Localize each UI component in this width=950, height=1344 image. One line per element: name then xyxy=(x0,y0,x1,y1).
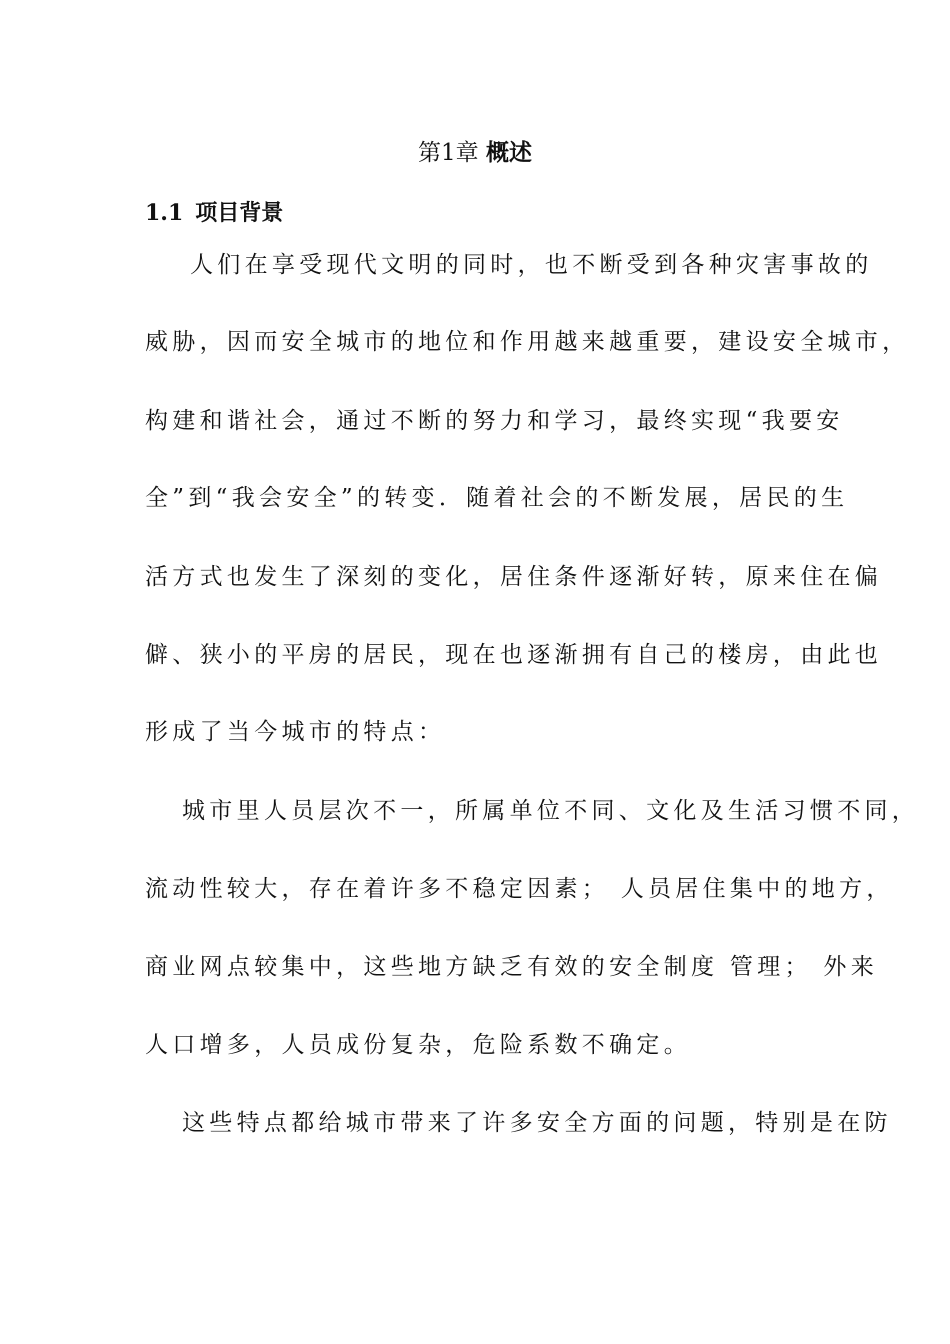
paragraph-line: 威胁，因而安全城市的地位和作用越来越重要，建设安全城市， xyxy=(145,329,910,355)
paragraph-line: 流动性较大，存在着许多不稳定因素； 人员居住集中的地方， xyxy=(145,876,894,902)
paragraph-line: 形成了当今城市的特点： xyxy=(145,719,446,745)
paragraph-line: 全”到“我会安全”的转变．随着社会的不断发展，居民的生 xyxy=(145,485,849,511)
paragraph-line: 僻、狭小的平房的居民，现在也逐渐拥有自己的楼房，由此也 xyxy=(145,642,883,668)
paragraph-line: 城市里人员层次不一，所属单位不同、文化及生活习惯不同， xyxy=(182,798,920,824)
section-heading xyxy=(145,198,283,228)
chapter-title xyxy=(0,138,950,168)
paragraph-line: 商业网点较集中，这些地方缺乏有效的安全制度 管理； 外来 xyxy=(145,954,879,980)
paragraph-line: 这些特点都给城市带来了许多安全方面的问题，特别是在防 xyxy=(182,1110,892,1136)
section-number: 1.1 xyxy=(145,200,184,226)
paragraph-line: 人们在享受现代文明的同时，也不断受到各种灾害事故的 xyxy=(190,252,873,278)
chapter-number: 第1章 xyxy=(418,140,479,166)
paragraph-line: 人口增多，人员成份复杂，危险系数不确定。 xyxy=(145,1032,691,1058)
section-title: 项目背景 xyxy=(195,200,284,226)
paragraph-line: 活方式也发生了深刻的变化，居住条件逐渐好转，原来住在偏 xyxy=(145,564,883,590)
paragraph-line: 构建和谐社会，通过不断的努力和学习，最终实现“我要安 xyxy=(145,408,844,434)
chapter-name: 概述 xyxy=(485,139,532,166)
